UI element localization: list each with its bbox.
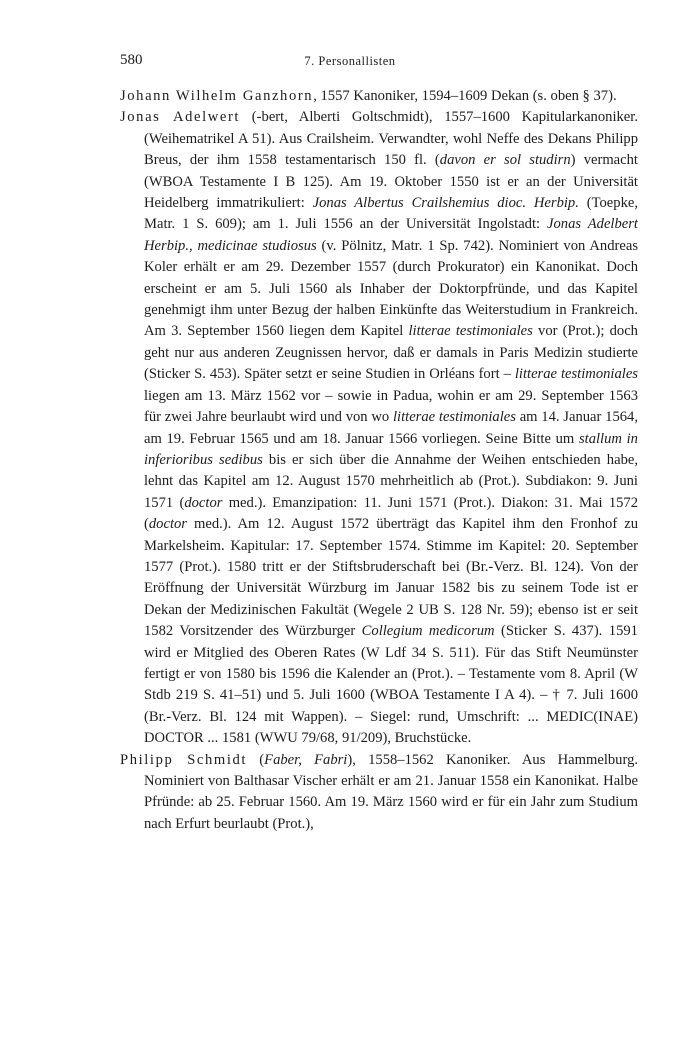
running-title: 7. Personallisten [304, 54, 396, 68]
person-name: Johann Wilhelm Ganzhorn [120, 88, 314, 104]
italic-phrase: Jonas Albertus Crailshemius dioc. Herbip. [312, 195, 579, 212]
text-run: am 14. Januar 1564, am 19. Februar 1565 und am 18. Januar 1566 vorliegen. Seine Bitte um [144, 409, 638, 447]
entry-text [144, 109, 638, 746]
person-entry-adelwert [120, 107, 638, 749]
person-name: Philipp Schmidt [120, 751, 248, 768]
text-run: med.). Emanzipation: 11. Juni 1571 (Prot.). Diakon: 31. Mai 1572 ( [144, 494, 639, 533]
text-run: bis er sich über die Annahme der Weihen entschieden habe, lehnt das Kapitel am 12. August 1570 mehrheitlich ab (Prot.). Subdiakon: 9. Juni 1571 ( [144, 451, 638, 511]
text-run: , 1557 Kanoniker, 1594–1609 Dekan (s. oben § 37). [313, 88, 617, 104]
text-run: (Toepke, Matr. 1 S. 609); am 1. Juli 1556 an der Universität Ingolstadt: [144, 195, 638, 233]
text-run: liegen am 13. März 1562 vor – sowie in Padua, wohin er am 29. September 1563 für zwei Jahre beurlaubt wird und von wo [144, 387, 638, 426]
person-entry-schmidt [120, 750, 638, 836]
text-run: ( [247, 751, 265, 768]
text-run: vor (Prot.); doch geht nur aus anderen Zeugnissen hervor, daß er damals in Paris Medizin studierte (Sticker S. 453). Später setzt er seine Studien in Orléans fort – [144, 323, 638, 383]
text-run: ) vermacht (WBOA Testamente I B 125). Am 19. Oktober 1550 ist er an der Universität Heidelberg immatrikuliert: [144, 152, 638, 212]
italic-phrase: stallum in inferioribus sedibus [144, 430, 638, 468]
italic-phrase: Faber, Fabri [264, 751, 348, 768]
italic-phrase: litterae testimoniales [408, 323, 533, 340]
italic-phrase: litterae testimoniales [514, 366, 638, 383]
text-run: (-bert, Alberti Goltschmidt), 1557–1600 Kapitularkanoniker. (Weihematrikel A 51). Aus Crailsheim. Verwandter, wohl Neffe des Dekans Philipp Breus, der ihm 1558 testamentarisch 150 fl. ( [144, 109, 638, 169]
entry-list [120, 86, 638, 835]
person-name: Jonas Adelwert [120, 109, 241, 126]
person-entry-ganzhorn [120, 86, 638, 107]
page-number: 580 [120, 52, 143, 68]
italic-phrase: doctor [148, 516, 187, 533]
text-run: (Sticker S. 437). 1591 wird er Mitglied des Oberen Rates (W Ldf 34 S. 511). Für das Stift Neumünster fertigt er von 1580 bis 1596 die Kalender an (Prot.). – Testamente vom 8. April (W Stdb 219 S. 41–51) und 5. Juli 1600 (WBOA Testamente I A 4). – † 7. Juli 1600 (Br.-Verz. Bl. 124 mit Wappen). – Siegel: rund, Umschrift: ... MEDIC(INAE) DOCTOR ... 1581 (WWU 79/68, 91/209), Bruchstücke. [144, 623, 638, 747]
text-run: ), 1558–1562 Kanoniker. Aus Hammelburg. Nominiert von Balthasar Vischer erhält er am 21. Januar 1558 ein Kanonikat. Halbe Pfründe: ab 25. Februar 1560. Am 19. März 1560 wird er für ein Jahr zum Studium nach Erfurt beurlaubt (Prot.), [144, 751, 639, 832]
italic-phrase: Jonas Adelbert Herbip., medicinae studiosus [144, 216, 638, 254]
italic-phrase: doctor [184, 494, 223, 511]
italic-phrase: davon er sol studirn [439, 152, 571, 169]
text-run: (v. Pölnitz, Matr. 1 Sp. 742). Nominiert von Andreas Koler erhält er am 29. Dezember 1557 (durch Prokurator) ein Kanonikat. Doch erscheint er am 5. Juli 1560 als Inhaber der Doktorpfründe, und das Kapitel genehmigt ihm unter Bezug der halben Einkünfte das Weiterstudium in Frankreich. Am 3. September 1560 liegen dem Kapitel [144, 237, 639, 340]
italic-phrase: Collegium medicorum [361, 623, 495, 640]
entry-text [313, 88, 616, 104]
text-run: med.). Am 12. August 1572 überträgt das Kapitel ihm den Fronhof zu Markelsheim. Kapitular: 17. September 1574. Stimme im Kapitel: 20. September 1577 (Prot.). 1580 tritt er der Stiftsbruderschaft bei (Br.-Verz. Bl. 124). Von der Eröffnung der Universität Würzburg im Januar 1582 bis zu seinem Tode ist er Dekan der Medizinischen Fakultät (Wegele 2 UB S. 128 Nr. 59); ebenso ist er seit 1582 Vorsitzender des Würzburger [144, 516, 638, 640]
italic-phrase: litterae testimoniales [392, 409, 516, 426]
